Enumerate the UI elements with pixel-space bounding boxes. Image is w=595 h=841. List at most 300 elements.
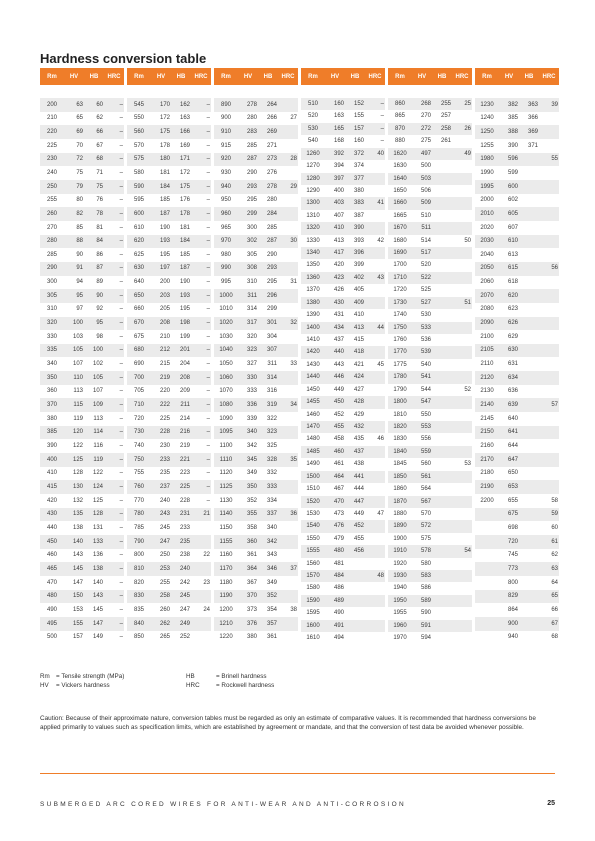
cell-hrc: – — [191, 262, 211, 276]
cell-hv: 629 — [499, 330, 519, 344]
cell-hb: 334 — [258, 494, 278, 508]
cell-hrc — [452, 334, 472, 346]
cell-hb: 162 — [171, 98, 191, 112]
conversion-table-3 — [214, 68, 298, 645]
cell-rm: 1910 — [388, 545, 412, 557]
table-row — [301, 446, 385, 458]
cell-hrc — [365, 520, 385, 532]
cell-hb: 71 — [84, 166, 104, 180]
table-row — [40, 508, 124, 522]
cell-hv: 75 — [64, 166, 84, 180]
table-row — [388, 322, 472, 334]
cell-hb — [519, 412, 539, 426]
cell-hv: 253 — [151, 562, 171, 576]
cell-hrc — [191, 562, 211, 576]
cell-hv: 572 — [412, 520, 432, 532]
cell-hrc: – — [104, 194, 124, 208]
cell-rm: 1430 — [301, 359, 325, 371]
table-row — [40, 398, 124, 412]
cell-rm: 800 — [127, 549, 151, 563]
cell-hb: 452 — [345, 520, 365, 532]
cell-hrc: 53 — [452, 458, 472, 470]
cell-hb — [432, 595, 452, 607]
table-row — [388, 458, 472, 470]
cell-rm: 630 — [127, 262, 151, 276]
cell-hv: 150 — [64, 590, 84, 604]
header-hv: HV — [499, 68, 519, 85]
cell-rm: 500 — [40, 631, 64, 645]
cell-hb: 261 — [432, 135, 452, 147]
cell-hv: 602 — [499, 194, 519, 208]
cell-hrc — [452, 396, 472, 408]
cell-hb: 287 — [258, 235, 278, 249]
cell-hrc — [539, 276, 559, 290]
cell-hv: 132 — [64, 494, 84, 508]
cell-hrc: – — [104, 207, 124, 221]
cell-hrc: – — [104, 276, 124, 290]
cell-hb: 149 — [84, 631, 104, 645]
cell-hb — [432, 247, 452, 259]
cell-hrc: 43 — [365, 272, 385, 284]
cell-hrc: 31 — [278, 276, 298, 290]
cell-hb — [519, 617, 539, 631]
cell-hb — [519, 549, 539, 563]
cell-rm — [475, 508, 499, 522]
cell-hv: 258 — [151, 590, 171, 604]
cell-hv: 181 — [151, 166, 171, 180]
cell-hv: 600 — [499, 180, 519, 194]
cell-hv: 355 — [238, 508, 258, 522]
legend-hb-desc: = Brinell hardness — [216, 673, 267, 680]
cell-hv: 452 — [325, 409, 345, 421]
table-row — [214, 112, 298, 126]
cell-hb: 60 — [84, 98, 104, 112]
cell-rm: 1980 — [475, 153, 499, 167]
table-row — [127, 262, 211, 276]
cell-hb — [432, 359, 452, 371]
cell-hv: 125 — [64, 453, 84, 467]
cell-hrc — [539, 344, 559, 358]
cell-hv: 323 — [238, 344, 258, 358]
table-row — [40, 112, 124, 126]
table-row — [301, 421, 385, 433]
cell-hv: 197 — [151, 262, 171, 276]
cell-hv: 210 — [151, 330, 171, 344]
cell-hb: 444 — [345, 483, 365, 495]
cell-hrc — [365, 620, 385, 632]
cell-rm — [475, 562, 499, 576]
table-row — [475, 617, 559, 631]
cell-hb — [519, 467, 539, 481]
cell-rm: 625 — [127, 248, 151, 262]
table-row — [214, 535, 298, 549]
cell-hrc: – — [191, 330, 211, 344]
cell-hrc: – — [191, 98, 211, 112]
cell-hb — [519, 535, 539, 549]
table-row — [127, 153, 211, 167]
table-row — [301, 123, 385, 135]
table-row — [388, 570, 472, 582]
cell-hv: 370 — [238, 590, 258, 604]
table-row — [388, 297, 472, 309]
cell-hb: 372 — [345, 148, 365, 160]
legend-rm-desc: = Tensile strength (MPa) — [56, 673, 125, 680]
table-row — [475, 385, 559, 399]
table-row — [388, 632, 472, 644]
cell-rm — [475, 603, 499, 617]
table-row — [301, 533, 385, 545]
cell-hb — [345, 620, 365, 632]
cell-hb: 225 — [171, 480, 191, 494]
cell-rm — [475, 549, 499, 563]
table-row — [301, 384, 385, 396]
cell-hb — [519, 631, 539, 645]
table-row — [214, 576, 298, 590]
table-row — [475, 412, 559, 426]
table-row — [301, 458, 385, 470]
table-row — [475, 98, 559, 112]
cell-hb: 133 — [84, 535, 104, 549]
cell-hb: 140 — [84, 576, 104, 590]
cell-hb — [519, 426, 539, 440]
cell-hrc: – — [191, 467, 211, 481]
cell-rm: 1570 — [301, 570, 325, 582]
cell-hb: 231 — [171, 508, 191, 522]
cell-hrc — [452, 272, 472, 284]
table-row — [301, 595, 385, 607]
header-rm: Rm — [40, 68, 64, 85]
cell-hrc — [365, 396, 385, 408]
cell-hrc — [365, 309, 385, 321]
table-row — [40, 439, 124, 453]
cell-hb: 432 — [345, 421, 365, 433]
cell-rm: 575 — [127, 153, 151, 167]
cell-rm: 670 — [127, 317, 151, 331]
table-row — [475, 494, 559, 508]
cell-hrc: – — [104, 426, 124, 440]
cell-hrc: – — [191, 412, 211, 426]
cell-hb: 323 — [258, 426, 278, 440]
table-row — [214, 153, 298, 167]
table-row — [214, 385, 298, 399]
cell-hrc: 62 — [539, 549, 559, 563]
cell-hv: 599 — [499, 166, 519, 180]
cell-rm: 590 — [127, 180, 151, 194]
cell-hb: 216 — [171, 426, 191, 440]
table-row — [301, 173, 385, 185]
cell-hrc: 57 — [539, 398, 559, 412]
cell-hrc — [539, 112, 559, 126]
table-row — [388, 520, 472, 532]
cell-hv: 160 — [325, 98, 345, 110]
cell-hb — [432, 607, 452, 619]
cell-hb: 95 — [84, 317, 104, 331]
cell-hv: 275 — [412, 135, 432, 147]
cell-hb: 418 — [345, 346, 365, 358]
cell-hrc — [539, 385, 559, 399]
cell-hb: 361 — [258, 631, 278, 645]
cell-hb: 214 — [171, 412, 191, 426]
header-hrc: HRC — [365, 68, 385, 85]
table-row — [40, 453, 124, 467]
cell-hv: 397 — [325, 173, 345, 185]
cell-hrc — [452, 371, 472, 383]
cell-hv: 260 — [151, 603, 171, 617]
cell-hb: 100 — [84, 344, 104, 358]
cell-hb — [519, 221, 539, 235]
cell-rm: 1660 — [388, 197, 412, 209]
cell-hv: 350 — [238, 480, 258, 494]
table-row — [475, 194, 559, 208]
cell-hrc — [278, 248, 298, 262]
cell-hrc: – — [191, 494, 211, 508]
cell-hb: 195 — [171, 303, 191, 317]
cell-hb: 421 — [345, 359, 365, 371]
cell-rm: 1650 — [388, 185, 412, 197]
table-row — [127, 453, 211, 467]
cell-rm: 870 — [388, 123, 412, 135]
cell-hv: 400 — [325, 185, 345, 197]
table-row — [214, 125, 298, 139]
cell-hb: 455 — [345, 533, 365, 545]
table-row — [40, 98, 124, 112]
cell-hb — [519, 330, 539, 344]
table-row — [301, 334, 385, 346]
cell-hrc: 54 — [452, 545, 472, 557]
cell-hb: 92 — [84, 303, 104, 317]
table-row — [127, 276, 211, 290]
cell-hrc: – — [365, 110, 385, 122]
cell-hv: 655 — [499, 494, 519, 508]
cell-hrc — [365, 446, 385, 458]
cell-hrc: 23 — [191, 576, 211, 590]
cell-hv: 222 — [151, 398, 171, 412]
cell-rm: 1360 — [301, 272, 325, 284]
cell-rm: 495 — [40, 617, 64, 631]
cell-rm: 960 — [214, 207, 238, 221]
table-row — [40, 166, 124, 180]
cell-rm: 1380 — [301, 297, 325, 309]
cell-rm: 550 — [127, 112, 151, 126]
cell-rm: 2030 — [475, 235, 499, 249]
table-row — [388, 607, 472, 619]
cell-hv: 423 — [325, 272, 345, 284]
cell-hrc — [191, 535, 211, 549]
table-row — [40, 207, 124, 221]
cell-rm — [475, 617, 499, 631]
cell-hrc — [365, 284, 385, 296]
header-hb: HB — [432, 68, 452, 85]
cell-hrc — [452, 247, 472, 259]
cell-hb: 438 — [345, 458, 365, 470]
table-row — [127, 508, 211, 522]
cell-hb: 257 — [432, 110, 452, 122]
cell-hb: 383 — [345, 197, 365, 209]
cell-hv: 215 — [151, 357, 171, 371]
cell-hv: 94 — [64, 276, 84, 290]
cell-hb: 119 — [84, 453, 104, 467]
cell-rm: 770 — [127, 494, 151, 508]
cell-hb: 76 — [84, 194, 104, 208]
cell-hrc: – — [191, 453, 211, 467]
cell-hrc — [452, 173, 472, 185]
cell-hrc — [365, 346, 385, 358]
cell-hv: 544 — [412, 384, 432, 396]
table-row — [475, 207, 559, 221]
table-row — [127, 494, 211, 508]
conversion-table-6 — [475, 68, 559, 645]
cell-rm: 220 — [40, 125, 64, 139]
cell-hb: 447 — [345, 496, 365, 508]
cell-hrc: – — [104, 439, 124, 453]
cell-hb — [345, 570, 365, 582]
cell-hb: 269 — [258, 125, 278, 139]
cell-hv: 473 — [325, 508, 345, 520]
cell-hv: 636 — [499, 385, 519, 399]
cell-hrc — [539, 139, 559, 153]
table-row — [40, 562, 124, 576]
cell-hb: 402 — [345, 272, 365, 284]
cell-rm: 1110 — [214, 453, 238, 467]
cell-hb — [345, 607, 365, 619]
cell-hv: 503 — [412, 173, 432, 185]
table-row — [214, 330, 298, 344]
cell-rm: 200 — [40, 98, 64, 112]
cell-rm: 2180 — [475, 467, 499, 481]
cell-rm: 450 — [40, 535, 64, 549]
cell-hv: 417 — [325, 247, 345, 259]
table-row — [475, 426, 559, 440]
cell-hrc: – — [104, 412, 124, 426]
cell-rm: 1780 — [388, 371, 412, 383]
cell-hrc — [278, 98, 298, 112]
cell-hrc — [539, 439, 559, 453]
cell-hrc: 50 — [452, 235, 472, 247]
cell-hv: 610 — [499, 235, 519, 249]
cell-rm: 1930 — [388, 570, 412, 582]
cell-rm: 1010 — [214, 303, 238, 317]
table-row — [475, 535, 559, 549]
cell-hb: 290 — [258, 248, 278, 262]
cell-hrc — [365, 259, 385, 271]
cell-rm: 1300 — [301, 197, 325, 209]
cell-hrc: – — [191, 125, 211, 139]
cell-rm: 1340 — [301, 247, 325, 259]
cell-rm: 1670 — [388, 222, 412, 234]
cell-hb: 122 — [84, 467, 104, 481]
table-row — [301, 259, 385, 271]
cell-hv: 500 — [412, 160, 432, 172]
cell-hv: 268 — [412, 98, 432, 110]
table-row — [301, 346, 385, 358]
cell-hb — [519, 357, 539, 371]
cell-hrc: – — [104, 494, 124, 508]
cell-hb — [519, 317, 539, 331]
cell-hrc: – — [104, 603, 124, 617]
cell-hrc — [539, 371, 559, 385]
table-row — [127, 344, 211, 358]
cell-hb: 328 — [258, 453, 278, 467]
cell-rm: 785 — [127, 521, 151, 535]
cell-hrc — [278, 221, 298, 235]
cell-hb — [345, 582, 365, 594]
cell-hb: 86 — [84, 248, 104, 262]
cell-hv: 567 — [412, 496, 432, 508]
cell-hrc — [278, 194, 298, 208]
cell-rm: 1800 — [388, 396, 412, 408]
table-row — [301, 433, 385, 445]
cell-rm: 1440 — [301, 371, 325, 383]
table-row — [127, 330, 211, 344]
cell-rm: 1860 — [388, 483, 412, 495]
cell-hv: 103 — [64, 330, 84, 344]
cell-rm: 1150 — [214, 521, 238, 535]
cell-hb — [432, 533, 452, 545]
cell-rm: 1870 — [388, 496, 412, 508]
cell-hb: 114 — [84, 426, 104, 440]
cell-hb: 160 — [345, 135, 365, 147]
cell-hb: 143 — [84, 590, 104, 604]
cell-hb: 405 — [345, 284, 365, 296]
cell-hb: 311 — [258, 357, 278, 371]
header-hv: HV — [64, 68, 84, 85]
cell-hrc: – — [104, 617, 124, 631]
cell-hv: 91 — [64, 262, 84, 276]
cell-hrc: – — [191, 153, 211, 167]
cell-rm: 280 — [40, 235, 64, 249]
cell-hv: 455 — [325, 421, 345, 433]
cell-hb: 304 — [258, 330, 278, 344]
header-hrc: HRC — [278, 68, 298, 85]
cell-hrc — [539, 125, 559, 139]
cell-rm: 1560 — [301, 558, 325, 570]
cell-hrc: 21 — [191, 508, 211, 522]
cell-hb: 221 — [171, 453, 191, 467]
table-row — [301, 359, 385, 371]
cell-hrc: – — [104, 576, 124, 590]
footer-text: SUBMERGED ARC CORED WIRES FOR ANTI-WEAR AND ANTI-CORROSION — [40, 801, 406, 808]
cell-hv: 349 — [238, 467, 258, 481]
cell-hrc — [452, 496, 472, 508]
cell-hrc: – — [104, 98, 124, 112]
table-row — [127, 371, 211, 385]
table-row — [475, 480, 559, 494]
cell-rm: 570 — [127, 139, 151, 153]
cell-hv: 373 — [238, 603, 258, 617]
cell-hv: 80 — [64, 194, 84, 208]
cell-hv: 773 — [499, 562, 519, 576]
cell-rm: 995 — [214, 276, 238, 290]
cell-rm: 2060 — [475, 276, 499, 290]
cell-hrc: – — [104, 562, 124, 576]
table-row — [214, 357, 298, 371]
cell-hrc — [365, 607, 385, 619]
table-row — [475, 467, 559, 481]
cell-hrc — [365, 210, 385, 222]
cell-hrc: – — [104, 180, 124, 194]
cell-hv: 110 — [64, 371, 84, 385]
cell-hrc: – — [104, 262, 124, 276]
cell-rm: 415 — [40, 480, 64, 494]
cell-hv: 175 — [151, 125, 171, 139]
cell-rm: 915 — [214, 139, 238, 153]
cell-hv: 650 — [499, 467, 519, 481]
cell-hv: 317 — [238, 317, 258, 331]
cell-hv: 639 — [499, 398, 519, 412]
table-row — [40, 385, 124, 399]
cell-hv: 720 — [499, 535, 519, 549]
table-row — [214, 562, 298, 576]
